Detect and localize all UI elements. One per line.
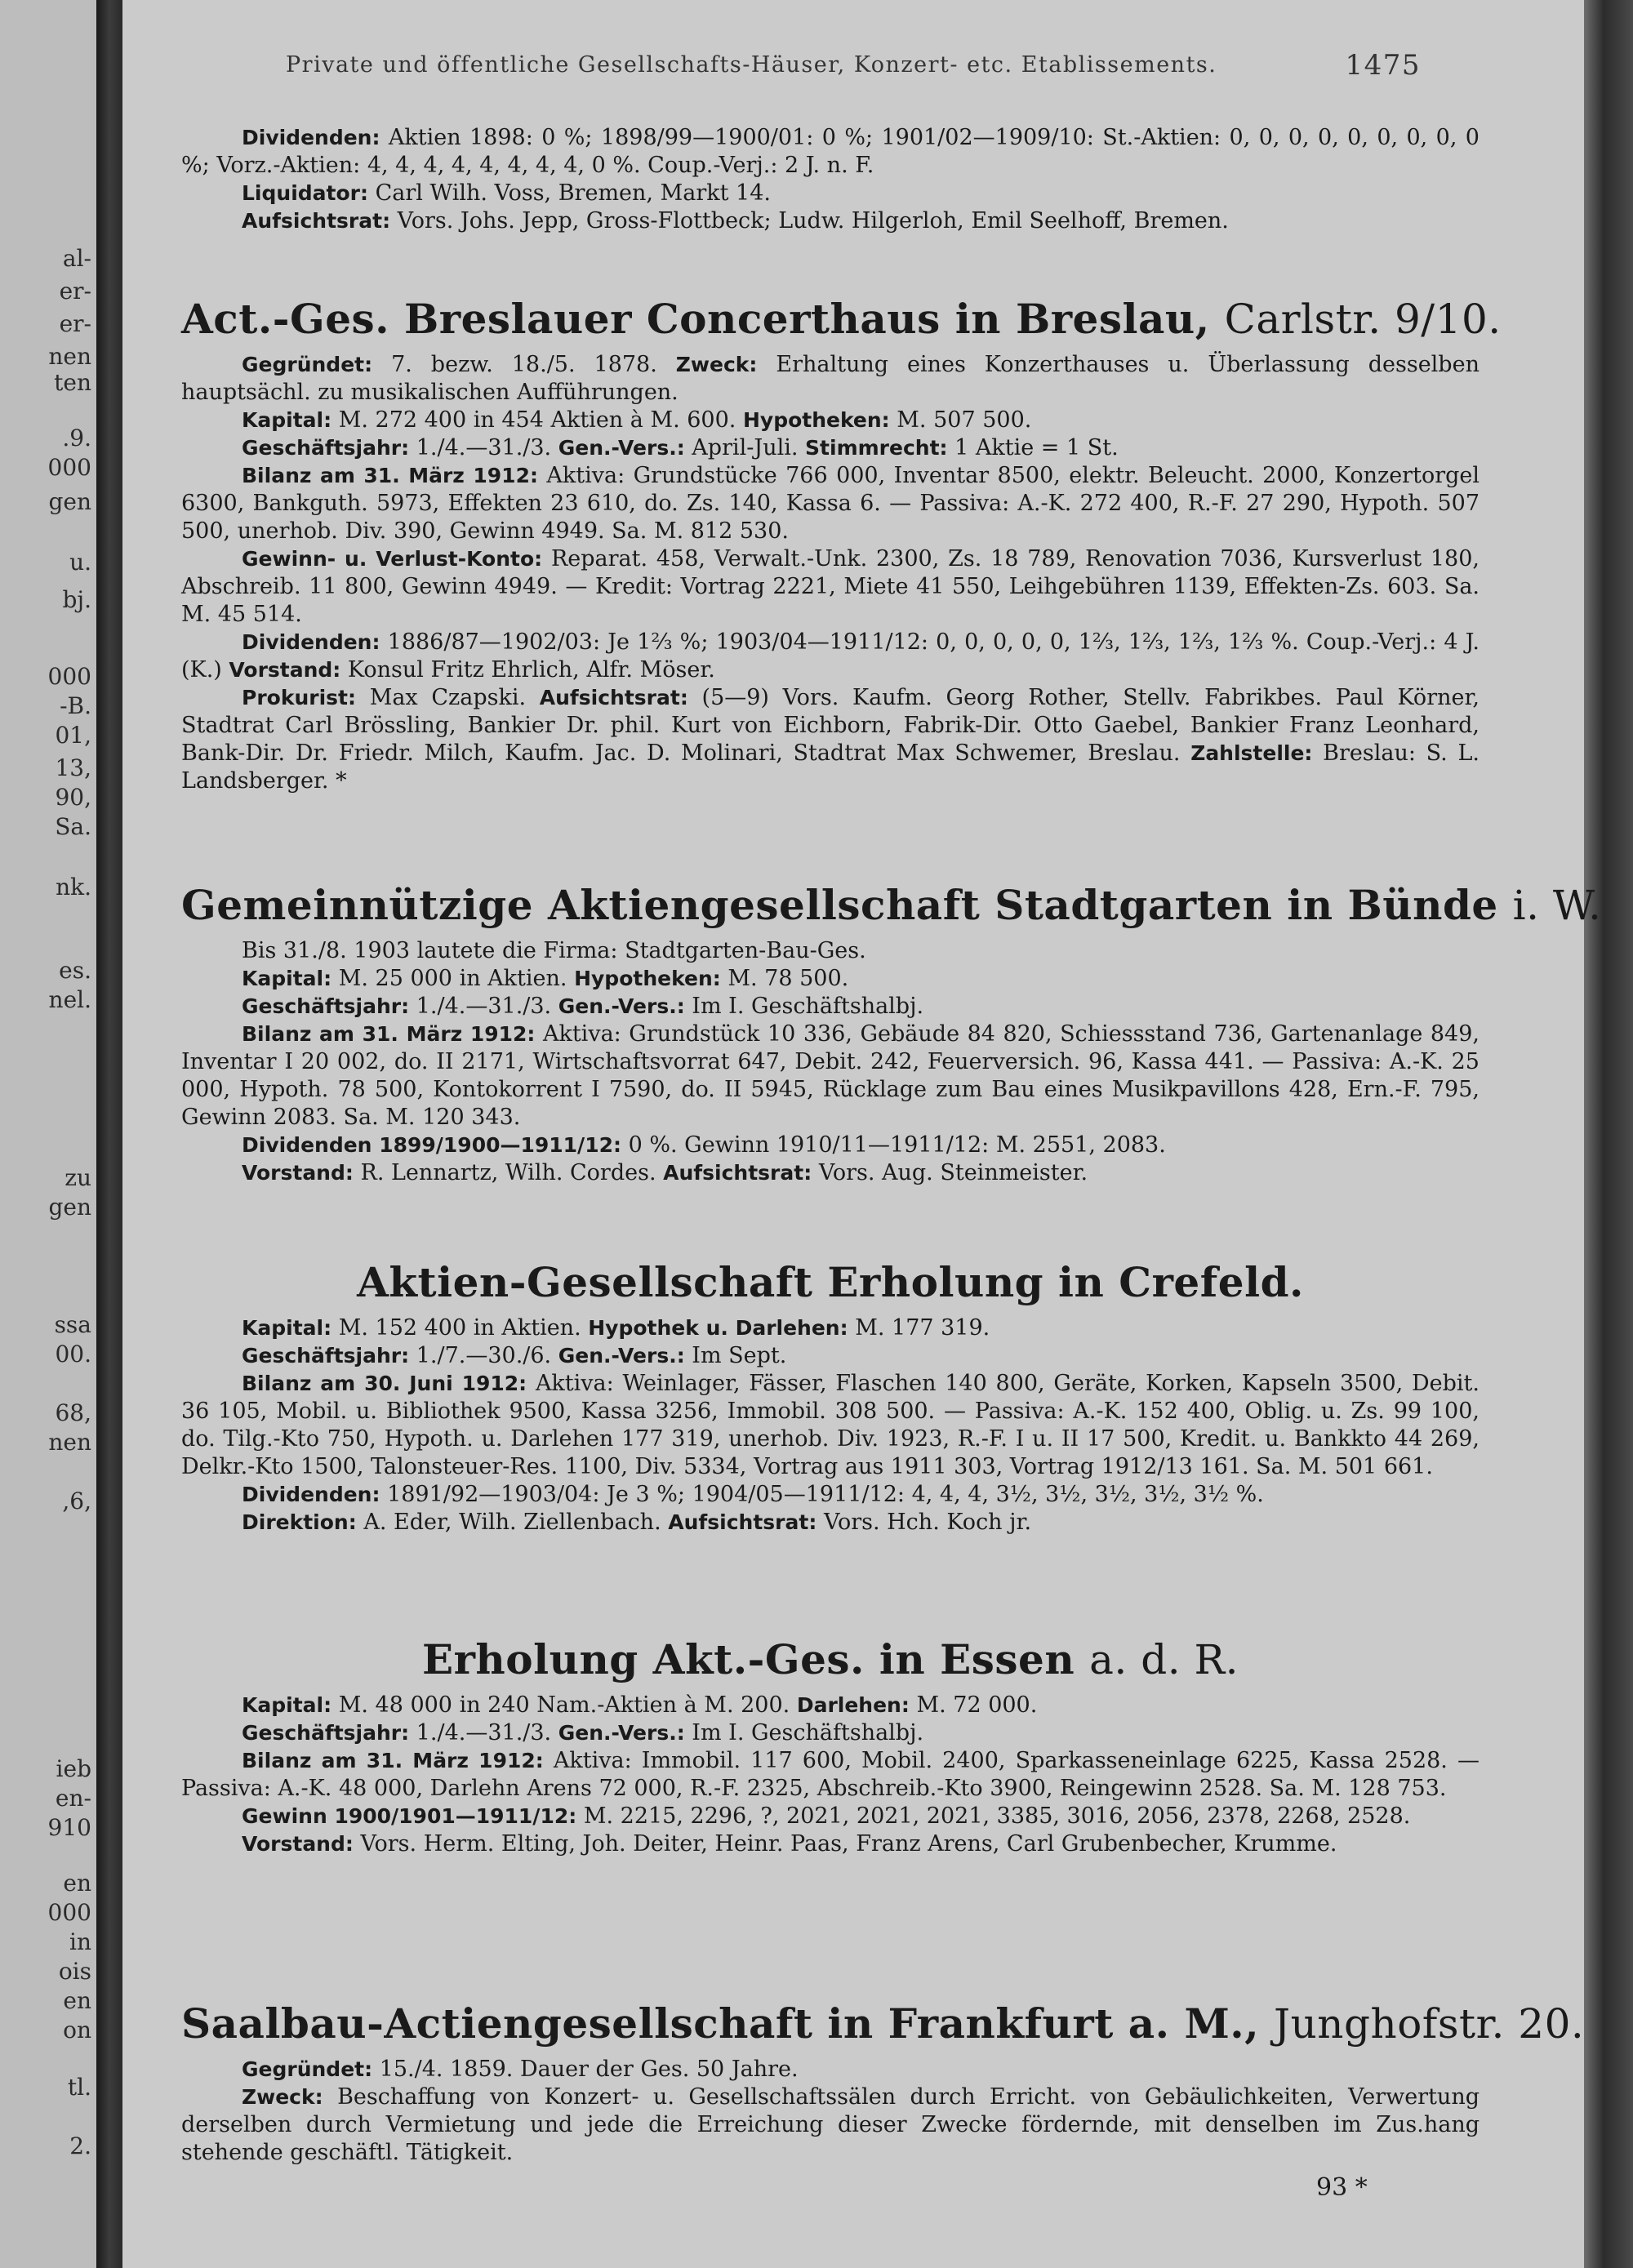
- section-title: [181, 1999, 1585, 2049]
- label: Aufsichtsrat:: [242, 209, 391, 233]
- text: M. 2215, 2296, ?, 2021, 2021, 2021, 3385, 3016, 2056, 2378, 2268, 2528.: [583, 1803, 1411, 1829]
- label: Gen.-Vers.:: [558, 436, 685, 460]
- label: Dividenden 1899/1900—1911/12:: [242, 1133, 621, 1157]
- text: 15./4. 1859. Dauer der Ges. 50 Jahre.: [379, 2057, 799, 2082]
- label: Liquidator:: [242, 181, 368, 205]
- label: Bilanz am 31. März 1912:: [242, 1022, 536, 1046]
- text: M. 177 319.: [855, 1315, 990, 1341]
- left-page-fragment: on: [63, 2017, 91, 2043]
- title-sub: Carlstr. 9/10.: [1224, 296, 1502, 343]
- label: Geschäftsjahr:: [242, 994, 410, 1018]
- text: M. 25 000 in Aktien.: [338, 966, 567, 991]
- label: Geschäftsjahr:: [242, 1344, 410, 1367]
- text: 1886/87—1902/03: Je 1⅔ %; 1903/04—1911/12: 0, 0, 0, 0, 0, 1⅔, 1⅔, 1⅔, 1⅔ %. Coup.-Verj.: 4 J. (K.): [181, 629, 1479, 683]
- label: Gegründet:: [242, 353, 373, 376]
- left-page-fragment: zu: [65, 1164, 91, 1191]
- page-number: 1475: [1345, 49, 1421, 82]
- text: 7. bezw. 18./5. 1878.: [391, 352, 657, 377]
- label: Hypotheken:: [742, 408, 890, 432]
- left-page-fragment: ois: [58, 1958, 91, 1985]
- title-sub: a. d. R.: [1089, 1636, 1239, 1683]
- left-page-fragment: nen: [48, 343, 91, 370]
- text: Konsul Fritz Ehrlich, Alfr. Möser.: [347, 657, 715, 683]
- text: Im Sept.: [692, 1343, 787, 1368]
- left-page-fragment: nen: [48, 1429, 91, 1456]
- text: Vors. Herm. Elting, Joh. Deiter, Heinr. Paas, Franz Arens, Carl Grubenbecher, Krumme.: [360, 1831, 1337, 1857]
- label: Hypotheken:: [574, 967, 721, 990]
- left-page-fragment: ieb: [56, 1755, 91, 1782]
- label: Gewinn- u. Verlust-Konto:: [242, 547, 543, 571]
- left-page-fragment: 910: [47, 1814, 91, 1841]
- left-page-fragment: 13,: [55, 754, 91, 781]
- text: M. 507 500.: [897, 407, 1032, 433]
- text: R. Lennartz, Wilh. Cordes.: [360, 1160, 656, 1185]
- left-page-fragment: in: [69, 1928, 91, 1955]
- left-page-fragment: er-: [59, 310, 91, 337]
- text: April-Juli.: [692, 435, 799, 460]
- text: Aktien 1898: 0 %; 1898/99—1900/01: 0 %; 1901/02—1909/10: St.-Aktien: 0, 0, 0, 0, 0, 0, 0, 0, 0 %; Vorz.-Aktien: 4, 4, 4, 4, 4, 4, 4, 4, 0 %. Coup.-Verj.: 2 J. n. F.: [181, 125, 1479, 178]
- label: Gen.-Vers.:: [558, 994, 685, 1018]
- label: Bilanz am 30. Juni 1912:: [242, 1372, 527, 1395]
- label: Kapital:: [242, 408, 332, 432]
- text: Max Czapski.: [369, 685, 527, 710]
- label: Vorstand:: [229, 658, 341, 682]
- left-page-fragment: gen: [48, 488, 91, 515]
- footer-mark: 93 *: [1316, 2173, 1368, 2202]
- left-page-fragment: ,6,: [62, 1488, 91, 1514]
- text: M. 72 000.: [916, 1692, 1038, 1718]
- left-page-fragment: er-: [59, 278, 91, 305]
- label: Bilanz am 31. März 1912:: [242, 1749, 544, 1772]
- section-essen: [181, 1634, 1479, 1858]
- label: Kapital:: [242, 967, 332, 990]
- label: Hypothek u. Darlehen:: [588, 1316, 848, 1340]
- label: Aufsichtsrat:: [663, 1161, 812, 1185]
- label: Aufsichtsrat:: [668, 1510, 817, 1534]
- text: Erhaltung eines Konzerthauses u. Überlassung desselben hauptsächl. zu musikalischen Aufführungen.: [181, 352, 1479, 405]
- section-breslau: [181, 294, 1502, 795]
- left-page-fragment: nk.: [56, 874, 91, 901]
- text: M. 78 500.: [728, 966, 849, 991]
- label: Stimmrecht:: [805, 436, 948, 460]
- section-crefeld: [181, 1257, 1479, 1536]
- text: 1./4.—31./3.: [416, 1720, 552, 1745]
- text: Im I. Geschäftshalbj.: [692, 994, 924, 1019]
- text: 1891/92—1903/04: Je 3 %; 1904/05—1911/12: 4, 4, 4, 3½, 3½, 3½, 3½, 3½ %.: [387, 1482, 1264, 1507]
- text: 1./7.—30./6.: [416, 1343, 552, 1368]
- title-main: Erholung Akt.-Ges. in Essen: [421, 1635, 1075, 1683]
- label: Dividenden:: [242, 1483, 380, 1506]
- left-page-fragment: 000: [47, 454, 91, 481]
- text: Aktiva: Grundstück 10 336, Gebäude 84 820, Schiessstand 736, Gartenanlage 849, Inventar I 20 002, do. II 2171, Wirtschaftsvorrat 647, Debit. 242, Feuerversich. 96, Kassa 441. — Passiva: A.-K. 25 000, Hypoth. 78 500, Kontokorrent I 7590, do. II 5945, Rücklage zum Bau eines Musikpavillons 428, Ern.-F. 795, Gewinn 2083. Sa. M. 120 343.: [181, 1021, 1479, 1130]
- text: Vors. Johs. Jepp, Gross-Flottbeck; Ludw. Hilgerloh, Emil Seelhoff, Bremen.: [397, 208, 1229, 233]
- left-page-fragment: u.: [69, 549, 91, 576]
- section-frankfurt: [181, 1999, 1585, 2167]
- book-gutter: [96, 0, 122, 2268]
- text: Bis 31./8. 1903 lautete die Firma: Stadtgarten-Bau-Ges.: [242, 938, 866, 963]
- left-page-fragment: ten: [54, 369, 91, 396]
- text: 1 Aktie = 1 St.: [954, 435, 1119, 460]
- left-page-fragment: al-: [62, 245, 91, 272]
- label: Kapital:: [242, 1693, 332, 1717]
- left-page-fragment: en: [63, 1870, 91, 1897]
- text: Im I. Geschäftshalbj.: [692, 1720, 924, 1745]
- left-page-fragment: ssa: [54, 1311, 91, 1338]
- running-head-text: Private und öffentliche Gesellschafts-Häuser, Konzert- etc. Etablissements.: [286, 52, 1217, 78]
- title-sub: Junghofstr. 20.: [1274, 2000, 1585, 2048]
- section-title: [181, 1257, 1479, 1308]
- label: Gewinn 1900/1901—1911/12:: [242, 1804, 577, 1828]
- text: Beschaffung von Konzert- u. Gesellschaftssälen durch Erricht. von Gebäulichkeiten, Verwertung derselben durch Vermietung und jede die Erreichung dieser Zwecke fördernde, mit denselben im Zus.hang stehende geschäftl. Tätigkeit.: [181, 2084, 1479, 2165]
- running-head: [286, 49, 1421, 82]
- right-page-edge: [1584, 0, 1633, 2268]
- title-main: Saalbau-Actiengesellschaft in Frankfurt a. M.,: [181, 1999, 1260, 2048]
- title-main: Aktien-Gesellschaft Erholung in Crefeld.: [357, 1258, 1304, 1306]
- left-page-fragment: 90,: [55, 784, 91, 811]
- label: Zweck:: [242, 2085, 323, 2109]
- label: Dividenden:: [242, 126, 380, 149]
- left-page-fragment: Sa.: [55, 813, 91, 840]
- text: 1./4.—31./3.: [416, 994, 552, 1019]
- section-title: [181, 1634, 1479, 1685]
- text: M. 48 000 in 240 Nam.-Aktien à M. 200.: [338, 1692, 790, 1718]
- label: Zweck:: [675, 353, 758, 376]
- label: Kapital:: [242, 1316, 332, 1340]
- label: Vorstand:: [242, 1832, 354, 1856]
- label: Bilanz am 31. März 1912:: [242, 464, 538, 487]
- label: Vorstand:: [242, 1161, 354, 1185]
- section-buende: [181, 880, 1602, 1187]
- left-page-fragment: bj.: [62, 586, 91, 613]
- title-main: Gemeinnützige Aktiengesellschaft Stadtgarten in Bünde: [181, 881, 1498, 929]
- text: 0 %. Gewinn 1910/11—1911/12: M. 2551, 2083.: [628, 1132, 1166, 1158]
- title-main: Act.-Ges. Breslauer Concerthaus in Breslau,: [181, 295, 1210, 343]
- left-page-fragment: 2.: [69, 2132, 91, 2159]
- text: Reparat. 458, Verwalt.-Unk. 2300, Zs. 18 789, Renovation 7036, Kursverlust 180, Abschreib. 11 800, Gewinn 4949. — Kredit: Vortrag 2221, Miete 41 550, Leihgebühren 1139, Effekten-Zs. 603. Sa. M. 45 514.: [181, 546, 1479, 627]
- text: A. Eder, Wilh. Ziellenbach.: [363, 1510, 661, 1535]
- text: M. 152 400 in Aktien.: [338, 1315, 581, 1341]
- document-page: [122, 0, 1602, 2268]
- label: Gen.-Vers.:: [558, 1344, 685, 1367]
- text: M. 272 400 in 454 Aktien à M. 600.: [338, 407, 736, 433]
- text: Aktiva: Weinlager, Fässer, Flaschen 140 800, Geräte, Korken, Kapseln 3500, Debit. 36 105, Mobil. u. Bibliothek 9500, Kassa 3256, Immobil. 308 500. — Passiva: A.-K. 152 400, Oblig. u. Zs. 99 100, do. Tilg.-Kto 750, Hypoth. u. Darlehen 177 319, unerhob. Div. 1923, R.-F. I u. II 17 500, Kredit. u. Bankkto 44 269, Delkr.-Kto 1500, Talonsteuer-Res. 1100, Div. 5334, Vortrag aus 1911 303, Vortrag 1912/13 161. Sa. M. 501 661.: [181, 1371, 1479, 1479]
- left-page-fragment: 000: [47, 1899, 91, 1926]
- section-title: [181, 294, 1502, 345]
- left-page-strip: [0, 0, 96, 2268]
- left-page-fragment: .9.: [62, 425, 91, 451]
- left-page-fragment: -B.: [60, 692, 91, 719]
- label: Dividenden:: [242, 630, 380, 654]
- left-page-fragment: es.: [59, 957, 91, 984]
- left-page-fragment: nel.: [48, 986, 91, 1013]
- label: Prokurist:: [242, 686, 356, 709]
- text: Vors. Aug. Steinmeister.: [818, 1160, 1088, 1185]
- left-page-fragment: en-: [55, 1785, 91, 1812]
- label: Gen.-Vers.:: [558, 1721, 685, 1745]
- left-page-fragment: tl.: [67, 2074, 91, 2101]
- label: Darlehen:: [796, 1693, 910, 1717]
- label: Gegründet:: [242, 2057, 373, 2081]
- text: Carl Wilh. Voss, Bremen, Markt 14.: [375, 180, 771, 206]
- text: Aktiva: Immobil. 117 600, Mobil. 2400, Sparkasseneinlage 6225, Kassa 2528. — Passiva: A.-K. 48 000, Darlehn Arens 72 000, R.-F. 2325, Abschreib.-Kto 3900, Reingewinn 2528. Sa. M. 128 753.: [181, 1748, 1479, 1801]
- text: (5—9) Vors. Kaufm. Georg Rother, Stellv. Fabrikbes. Paul Körner, Stadtrat Carl Brössling, Bankier Dr. phil. Kurt von Eichborn, Fabrik-Dir. Otto Gaebel, Bankier Franz Leonhard, Bank-Dir. Dr. Friedr. Milch, Kaufm. Jac. D. Molinari, Stadtrat Max Schwemer, Breslau.: [181, 685, 1479, 766]
- left-page-fragment: gen: [48, 1194, 91, 1221]
- left-page-fragment: en: [63, 1987, 91, 2014]
- label: Direktion:: [242, 1510, 357, 1534]
- label: Aufsichtsrat:: [539, 686, 688, 709]
- left-page-fragment: 01,: [55, 722, 91, 749]
- section-title: [181, 880, 1602, 931]
- label: Geschäftsjahr:: [242, 1721, 410, 1745]
- label: Geschäftsjahr:: [242, 436, 410, 460]
- label: Zahlstelle:: [1190, 741, 1313, 765]
- text: Breslau: S. L. Landsberger. *: [181, 740, 1479, 794]
- text: 1./4.—31./3.: [416, 435, 552, 460]
- left-page-fragment: 000: [47, 663, 91, 690]
- left-page-fragment: 00.: [55, 1341, 91, 1367]
- title-sub: i. W.: [1512, 882, 1602, 929]
- text: Vors. Hch. Koch jr.: [823, 1510, 1032, 1535]
- text: Aktiva: Grundstücke 766 000, Inventar 8500, elektr. Beleucht. 2000, Konzertorgel 6300, Bankguth. 5973, Effekten 23 610, do. Zs. 140, Kassa 6. — Passiva: A.-K. 272 400, R.-F. 27 290, Hypoth. 507 500, unerhob. Div. 390, Gewinn 4949. Sa. M. 812 530.: [181, 463, 1480, 544]
- section-top-continuation: [181, 124, 1479, 235]
- left-page-fragment: 68,: [55, 1399, 91, 1426]
